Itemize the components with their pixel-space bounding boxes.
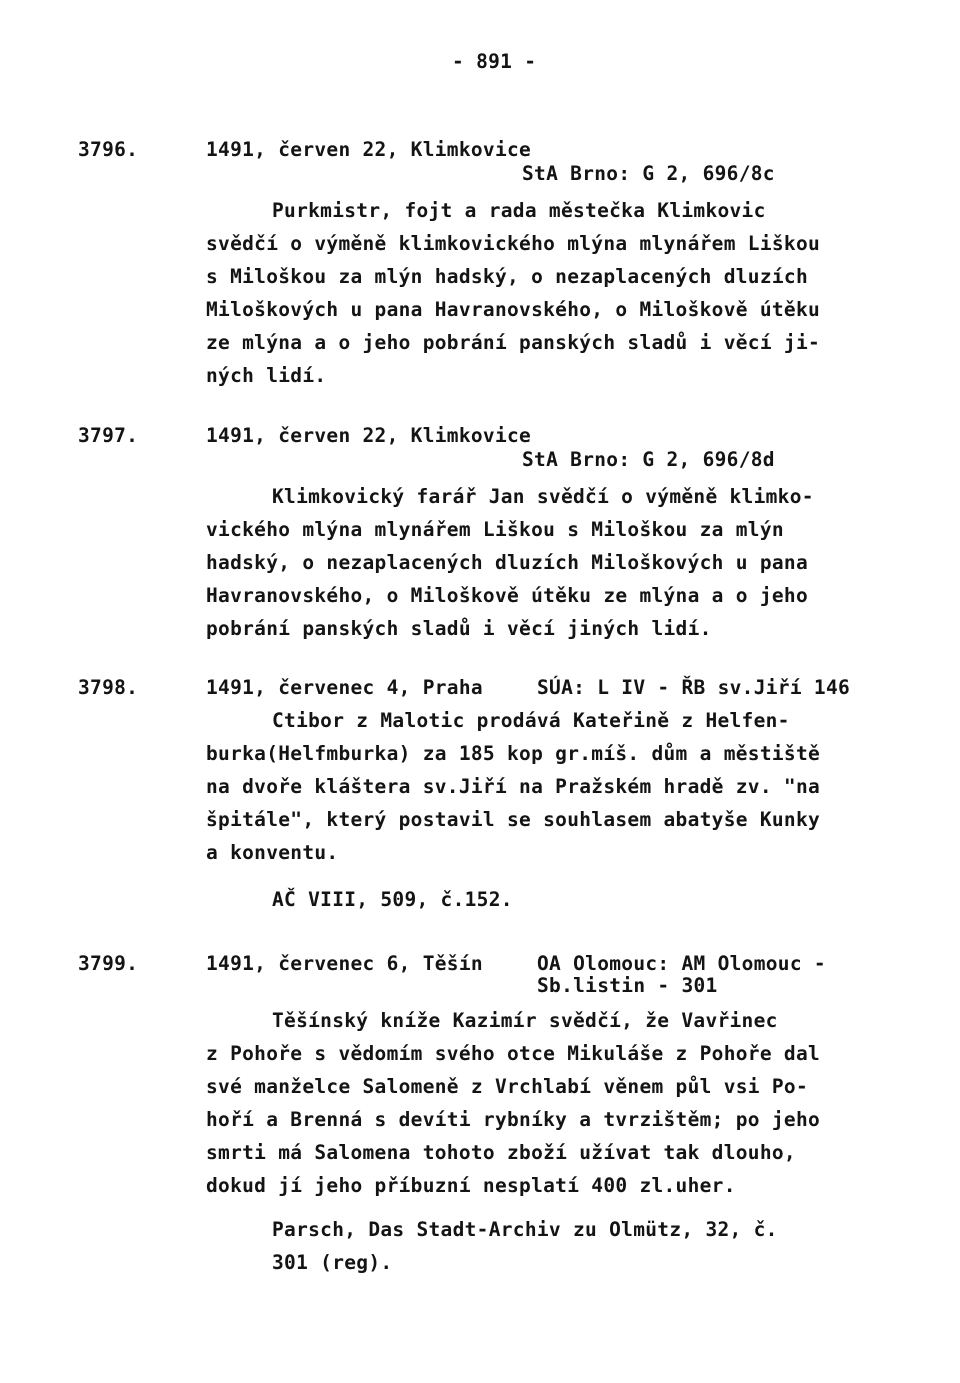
entry-number: 3796.: [78, 138, 139, 161]
entry-text-line: smrti má Salomena tohoto zboží užívat tak dlouho,: [206, 1141, 796, 1164]
entry-text-line: dokud jí jeho příbuzní nesplatí 400 zl.uher.: [206, 1174, 736, 1197]
entry-text-line: svědčí o výměně klimkovického mlýna mlynářem Liškou: [206, 232, 821, 255]
entry-number: 3798.: [78, 676, 139, 699]
entry-reference: AČ VIII, 509, č.152.: [272, 888, 513, 911]
entry-text-line: pobrání panských sladů i věcí jiných lidí.: [206, 617, 712, 640]
entry-heading: 1491, červenec 4, Praha: [206, 676, 483, 699]
entry-source-cont: Sb.listin - 301: [537, 974, 718, 997]
entry-text-line: ze mlýna a o jeho pobrání panských sladů i věcí ji-: [206, 331, 821, 354]
entry-reference: 301 (reg).: [272, 1251, 393, 1274]
entry-text-line: Purkmistr, fojt a rada městečka Klimkovic: [272, 199, 766, 222]
entry-text-line: burka(Helfmburka) za 185 kop gr.míš. dům a městiště: [206, 742, 821, 765]
entry-text-line: špitále", který postavil se souhlasem abatyše Kunky: [206, 808, 821, 831]
entry-text-line: hadský, o nezaplacených dluzích Miloškových u pana: [206, 551, 808, 574]
entry-text-line: s Miloškou za mlýn hadský, o nezaplacených dluzích: [206, 265, 808, 288]
entry-reference: Parsch, Das Stadt-Archiv zu Olmütz, 32, č.: [272, 1218, 778, 1241]
page-number: - 891 -: [452, 50, 537, 73]
entry-text-line: vického mlýna mlynářem Liškou s Miloškou za mlýn: [206, 518, 784, 541]
entry-heading: 1491, červen 22, Klimkovice: [206, 424, 532, 447]
entry-number: 3799.: [78, 952, 139, 975]
entry-source: OA Olomouc: AM Olomouc -: [537, 952, 826, 975]
entry-text-line: a konventu.: [206, 841, 339, 864]
entry-heading: 1491, červen 22, Klimkovice: [206, 138, 532, 161]
entry-text-line: na dvoře kláštera sv.Jiří na Pražském hradě zv. "na: [206, 775, 821, 798]
entry-text-line: Těšínský kníže Kazimír svědčí, že Vavřinec: [272, 1009, 778, 1032]
entry-source: StA Brno: G 2, 696/8d: [522, 448, 775, 471]
entry-text-line: ných lidí.: [206, 364, 327, 387]
entry-text-line: hoří a Brenná s devíti rybníky a tvrzištěm; po jeho: [206, 1108, 821, 1131]
entry-text-line: Klimkovický farář Jan svědčí o výměně klimko-: [272, 485, 814, 508]
entry-text-line: Havranovského, o Miloškově útěku ze mlýna a o jeho: [206, 584, 808, 607]
entry-text-line: z Pohoře s vědomím svého otce Mikuláše z Pohoře dal: [206, 1042, 821, 1065]
entry-text-line: své manželce Salomeně z Vrchlabí věnem půl vsi Po-: [206, 1075, 808, 1098]
entry-number: 3797.: [78, 424, 139, 447]
entry-text-line: Ctibor z Malotic prodává Kateřině z Helfen-: [272, 709, 790, 732]
entry-source: StA Brno: G 2, 696/8c: [522, 162, 775, 185]
entry-source: SÚA: L IV - ŘB sv.Jiří 146: [537, 676, 851, 699]
entry-heading: 1491, červenec 6, Těšín: [206, 952, 483, 975]
entry-text-line: Miloškových u pana Havranovského, o Miloškově útěku: [206, 298, 821, 321]
